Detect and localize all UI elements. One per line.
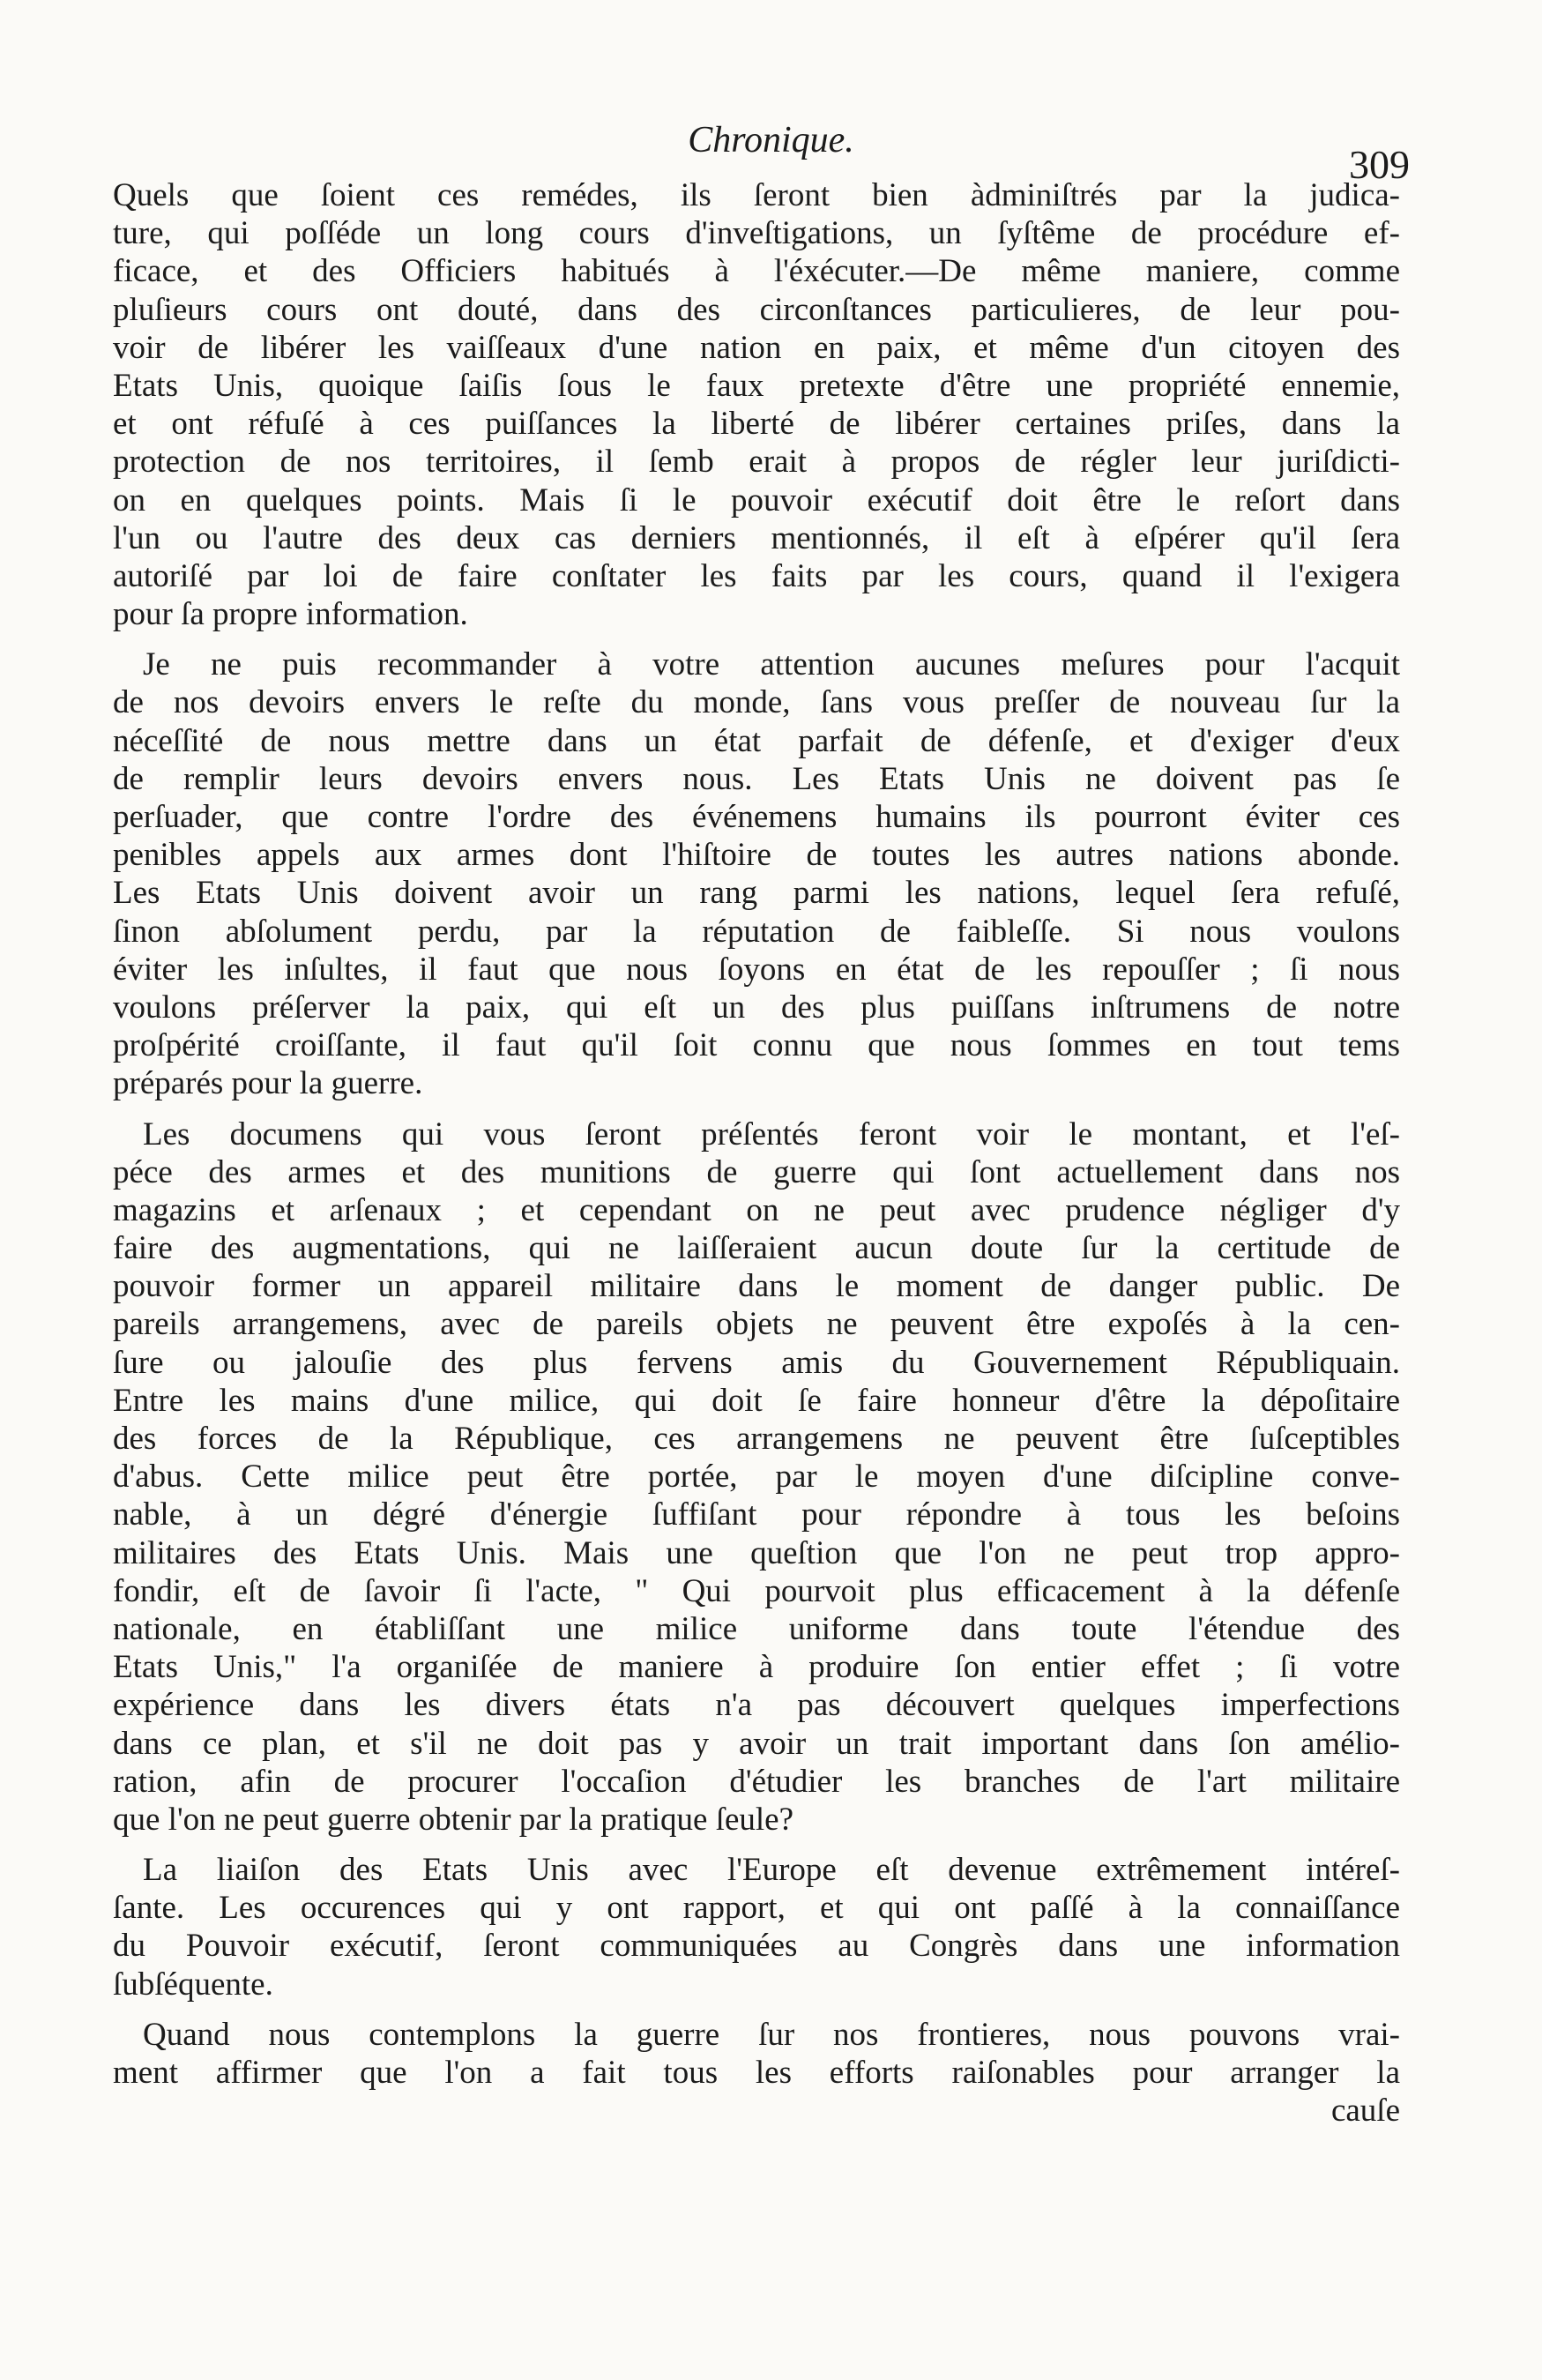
paragraph: [113, 1115, 1400, 1839]
text-line: de remplir leurs devoirs envers nous. Les Etats Unis ne doivent pas ſe: [113, 760, 1400, 797]
text-line: préparés pour la guerre.: [113, 1065, 423, 1102]
catchword: cauſe: [1330, 2093, 1400, 2130]
paragraph: [113, 645, 1400, 1102]
running-head: Chronique.: [688, 120, 854, 160]
text-line: d'abus. Cette milice peut être portée, par le moyen d'une diſcipline conve-: [113, 1459, 1400, 1496]
text-line: faire des augmentations, qui ne laiſſeraient aucun doute ſur la certitude de: [113, 1230, 1400, 1267]
text-line: dans ce plan, et s'il ne doit pas y avoir un trait important dans ſon amélio-: [113, 1725, 1400, 1762]
text-line: pouvoir former un appareil militaire dans le moment de danger public. De: [113, 1268, 1400, 1305]
text-line: militaires des Etats Unis. Mais une queſtion que l'on ne peut trop appro-: [113, 1534, 1400, 1571]
text-line: ſinon abſolument perdu, par la réputation de faibleſſe. Si nous voulons: [113, 913, 1400, 950]
text-line: penibles appels aux armes dont l'hiſtoire de toutes les autres nations abonde.: [113, 837, 1400, 874]
text-line: expérience dans les divers états n'a pas découvert quelques imperfections: [113, 1687, 1400, 1724]
text-line: que l'on ne peut guerre obtenir par la pratique ſeule?: [113, 1801, 794, 1838]
text-line: ficace, et des Officiers habitués à l'éxécuter.—De même maniere, comme: [113, 253, 1400, 290]
text-line: La liaiſon des Etats Unis avec l'Europe eſt devenue extrêmement intéreſ-: [143, 1852, 1400, 1889]
text-line: ture, qui poſſéde un long cours d'inveſtigations, un ſyſtême de procédure ef-: [113, 215, 1400, 252]
text-line: voir de libérer les vaiſſeaux d'une nation en paix, et même d'un citoyen des: [113, 329, 1400, 366]
text-line: ſure ou jalouſie des plus fervens amis du Gouvernement Républiquain.: [113, 1344, 1400, 1381]
text-line: ration, afin de procurer l'occaſion d'étudier les branches de l'art militaire: [113, 1763, 1400, 1800]
text-line: Les documens qui vous ſeront préſentés feront voir le montant, et l'eſ-: [143, 1115, 1400, 1153]
text-line: des forces de la République, ces arrangemens ne peuvent être ſuſceptibles: [113, 1421, 1400, 1457]
text-line: Etats Unis," l'a organiſée de maniere à produire ſon entier effet ; ſi votre: [113, 1649, 1400, 1686]
text-line: et ont réfuſé à ces puiſſances la liberté de libérer certaines priſes, dans la: [113, 406, 1400, 443]
text-line: de nos devoirs envers le reſte du monde, ſans vous preſſer de nouveau ſur la: [113, 684, 1400, 721]
text-line: l'un ou l'autre des deux cas derniers mentionnés, il eſt à eſpérer qu'il ſera: [113, 519, 1400, 556]
text-line: Les Etats Unis doivent avoir un rang parmi les nations, lequel ſera refuſé,: [113, 875, 1400, 912]
text-line: pluſieurs cours ont douté, dans des circonſtances particulieres, de leur pou-: [113, 291, 1400, 328]
text-line: du Pouvoir exécutif, ſeront communiquées au Congrès dans une information: [113, 1928, 1400, 1965]
text-line: pareils arrangemens, avec de pareils objets ne peuvent être expoſés à la cen-: [113, 1306, 1400, 1343]
text-line: pour ſa propre information.: [113, 596, 468, 633]
paragraph: [113, 176, 1400, 633]
text-line: nable, à un dégré d'énergie ſuffiſant pour répondre à tous les beſoins: [113, 1496, 1400, 1533]
text-line: péce des armes et des munitions de guerre qui ſont actuellement dans nos: [113, 1153, 1400, 1190]
text-line: fondir, eſt de ſavoir ſi l'acte, " Qui pourvoit plus efficacement à la défenſe: [113, 1572, 1400, 1609]
paragraph: [113, 1851, 1400, 2003]
body-text: [113, 176, 1400, 2130]
text-line: proſpérité croiſſante, il faut qu'il ſoit connu que nous ſommes en tout tems: [113, 1027, 1400, 1064]
text-line: ſante. Les occurences qui y ont rapport, et qui ont paſſé à la connaiſſance: [113, 1890, 1400, 1927]
text-line: ſubſéquente.: [113, 1966, 273, 2003]
page-number: 309: [1349, 142, 1410, 187]
text-line: on en quelques points. Mais ſi le pouvoir exécutif doit être le reſort dans: [113, 481, 1400, 519]
paragraph: [113, 2016, 1400, 2092]
text-line: Quels que ſoient ces remédes, ils ſeront bien àdminiſtrés par la judica-: [113, 177, 1400, 213]
text-line: Etats Unis, quoique ſaiſis ſous le faux pretexte d'être une propriété ennemie,: [113, 367, 1400, 404]
text-line: voulons préſerver la paix, qui eſt un des plus puiſſans inſtrumens de notre: [113, 989, 1400, 1026]
text-line: néceſſité de nous mettre dans un état parfait de défenſe, et d'exiger d'eux: [113, 722, 1400, 759]
text-line: Quand nous contemplons la guerre ſur nos frontieres, nous pouvons vrai-: [143, 2016, 1400, 2053]
text-line: Entre les mains d'une milice, qui doit ſe faire honneur d'être la dépoſitaire: [113, 1382, 1400, 1419]
text-line: autoriſé par loi de faire conſtater les faits par les cours, quand il l'exigera: [113, 557, 1400, 594]
text-line: perſuader, que contre l'ordre des événemens humains ils pourront éviter ces: [113, 799, 1400, 835]
text-line: ment affirmer que l'on a fait tous les efforts raiſonables pour arranger la: [113, 2055, 1400, 2091]
text-line: nationale, en établiſſant une milice uniforme dans toute l'étendue des: [113, 1610, 1400, 1647]
text-line: magazins et arſenaux ; et cependant on ne peut avec prudence négliger d'y: [113, 1191, 1400, 1228]
text-line: protection de nos territoires, il ſemb erait à propos de régler leur juriſdicti-: [113, 444, 1400, 481]
text-line: éviter les inſultes, il faut que nous ſoyons en état de les repouſſer ; ſi nous: [113, 951, 1400, 988]
text-line: Je ne puis recommander à votre attention aucunes meſures pour l'acquit: [143, 646, 1400, 683]
